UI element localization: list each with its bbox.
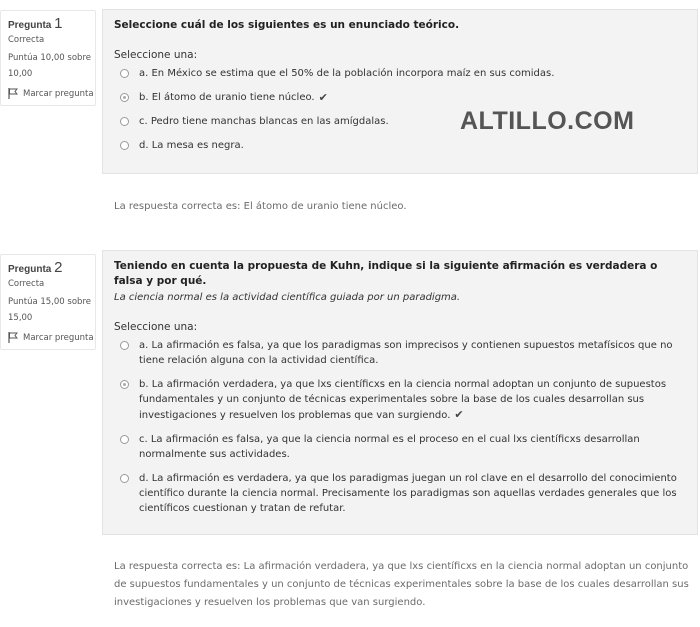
- radio-button[interactable]: [120, 117, 129, 126]
- question-2-option-a[interactable]: a. La afirmación es falsa, ya que los paradigmas son imprecisos y contienen supuestos metafísicos que no tiene relación alguna con la actividad científica.: [114, 338, 687, 368]
- question-1-option-a[interactable]: a. En México se estima que el 50% de la población incorpora maíz en sus comidas.: [114, 66, 687, 81]
- question-2-box: [102, 250, 698, 535]
- question-2-status: Correcta: [8, 279, 45, 289]
- question-2-flag-button[interactable]: [8, 332, 95, 343]
- question-1-correct-answer: La respuesta correcta es: El átomo de uranio tiene núcleo.: [114, 201, 407, 212]
- radio-button[interactable]: [120, 69, 129, 78]
- question-1-box: [102, 9, 698, 174]
- question-2-correct-answer: La respuesta correcta es: La afirmación verdadera, ya que lxs científicxs en la ciencia normal adoptan un conjunto de supuestos fundamentales y un conjunto de técnicas experimentales sobre la base de los cuales desarrollan sus investigaciones y resuelven los problemas que van surgiendo.: [114, 561, 689, 608]
- question-2-label: Pregunta 2: [8, 259, 63, 276]
- question-1-number: 1: [54, 15, 63, 32]
- radio-button[interactable]: [120, 435, 129, 444]
- question-1-score-line2: 10,00: [8, 69, 33, 79]
- watermark: ALTILLO.COM: [460, 107, 635, 135]
- question-2-option-d[interactable]: d. La afirmación es verdadera, ya que los paradigmas juegan un rol clave en el desarrollo del conocimiento científico durante la ciencia normal. Precisamente los paradigmas son aquellas verdades generales que los científicos cuestionan y tratan de refutar.: [114, 471, 687, 516]
- question-1-prompt: Seleccione una:: [114, 49, 198, 61]
- flag-icon: [8, 332, 18, 343]
- question-1-option-b[interactable]: b. El átomo de uranio tiene núcleo. ✔: [114, 90, 687, 105]
- checkmark-icon: ✔: [318, 91, 328, 104]
- question-1-status: Correcta: [8, 35, 45, 45]
- question-2-option-c[interactable]: c. La afirmación es falsa, ya que la ciencia normal es el proceso en el cual lxs científicxs desarrollan normalmente sus actividades.: [114, 432, 687, 462]
- radio-button-selected[interactable]: [120, 380, 129, 389]
- radio-button[interactable]: [120, 141, 129, 150]
- question-2-option-b[interactable]: b. La afirmación verdadera, ya que lxs científicxs en la ciencia normal adoptan un conjunto de supuestos fundamentales y un conjunto de técnicas experimentales sobre la base de los cuales desarrollan sus investigaciones y resuelven los problemas que van surgiendo. ✔: [114, 377, 687, 423]
- question-2-score-line2: 15,00: [8, 313, 33, 323]
- question-1-flag-button[interactable]: [8, 88, 95, 99]
- radio-button[interactable]: [120, 341, 129, 350]
- question-1-score-line1: Puntúa 10,00 sobre: [8, 53, 91, 63]
- question-2-score-line1: Puntúa 15,00 sobre: [8, 297, 91, 307]
- question-2-number: 2: [54, 259, 63, 276]
- question-1-option-d[interactable]: d. La mesa es negra.: [114, 138, 687, 153]
- question-1-flag-label: Marcar pregunta: [23, 88, 94, 99]
- question-1-text: Seleccione cuál de los siguientes es un enunciado teórico.: [114, 19, 460, 31]
- checkmark-icon: ✔: [454, 408, 464, 421]
- question-2-statement: La ciencia normal es la actividad científica guiada por un paradigma.: [114, 292, 461, 303]
- question-1-option-c[interactable]: c. Pedro tiene manchas blancas en las amígdalas.: [114, 114, 687, 129]
- question-2-text: Teniendo en cuenta la propuesta de Kuhn, indique si la siguiente afirmación es verdadera o falsa y por qué.: [114, 260, 658, 287]
- question-2-flag-label: Marcar pregunta: [23, 332, 94, 343]
- question-1-info: [0, 10, 96, 106]
- question-1-label: Pregunta 1: [8, 15, 63, 32]
- flag-icon: [8, 88, 18, 99]
- radio-button[interactable]: [120, 474, 129, 483]
- question-2-info: [0, 254, 96, 350]
- question-2-prompt: Seleccione una:: [114, 321, 198, 333]
- radio-button-selected[interactable]: [120, 93, 129, 102]
